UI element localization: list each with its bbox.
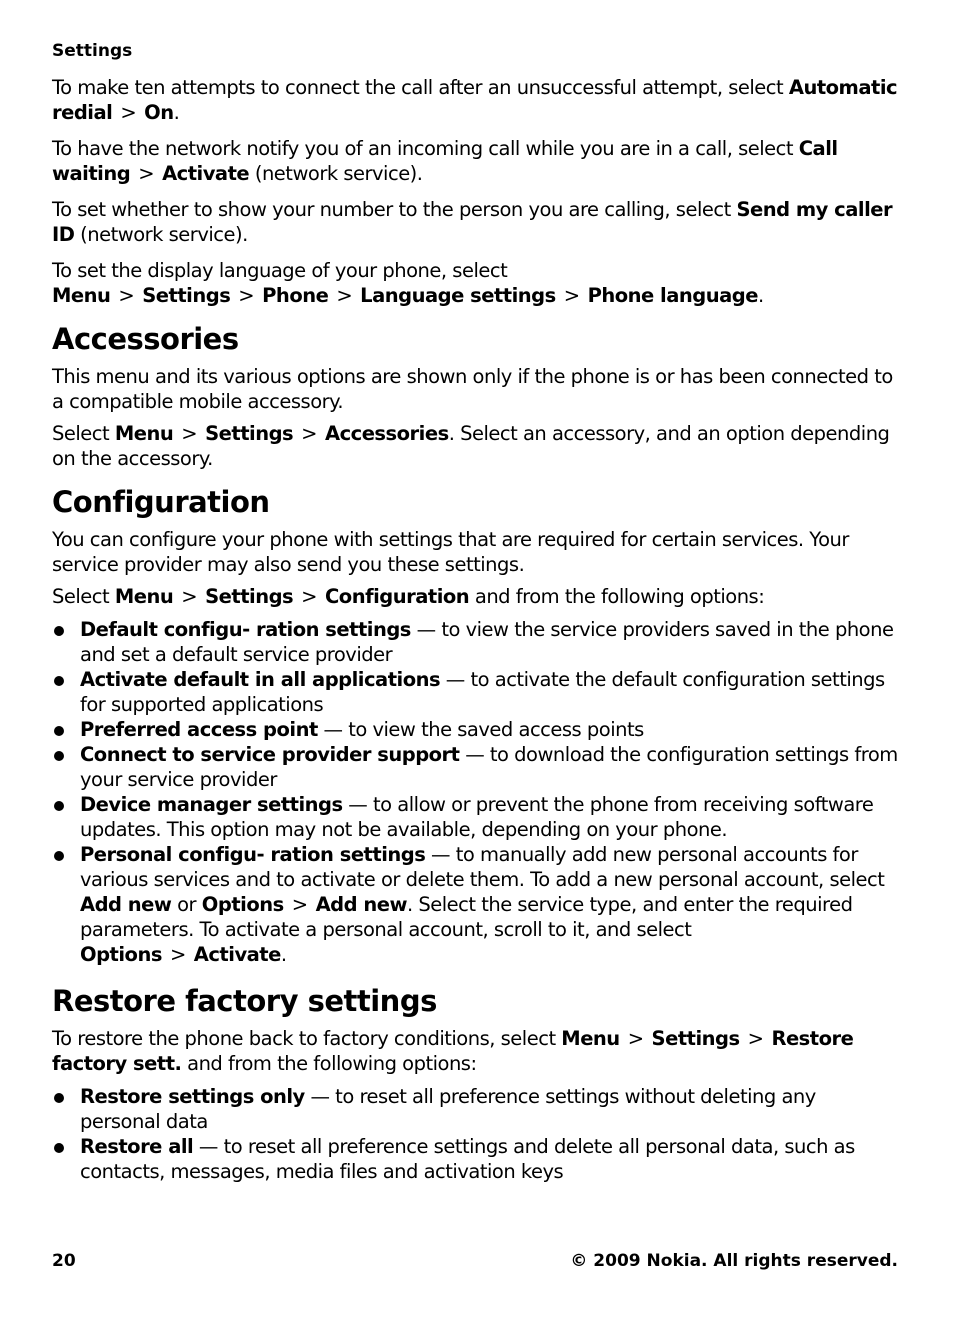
list-item	[52, 792, 898, 842]
menu-path-menu: Menu	[52, 284, 111, 307]
page-number: 20	[52, 1251, 76, 1271]
language-text: To set the display language of your phone, select	[52, 259, 508, 282]
list-item	[52, 742, 898, 792]
path-separator: >	[336, 284, 353, 307]
personal-end: .	[280, 943, 287, 966]
option-description: — to manually add new personal accounts for various services and to activate or delete them. To add a new personal account, select	[80, 843, 885, 891]
bullet-icon	[54, 676, 64, 686]
running-header: Settings	[52, 41, 133, 61]
configuration-select-paragraph	[52, 584, 898, 609]
copyright-notice: © 2009 Nokia. All rights reserved.	[570, 1251, 898, 1271]
list-item	[52, 667, 898, 717]
bullet-icon	[54, 751, 64, 761]
option-description: — to activate the default configuration settings for supported applications	[80, 668, 885, 716]
call-waiting-end: (network service).	[249, 162, 423, 185]
language-end: .	[757, 284, 764, 307]
path-separator: >	[301, 422, 317, 445]
or-text: or	[171, 893, 202, 916]
restore-heading: Restore factory settings	[52, 984, 437, 1018]
menu-path-configuration: Configuration	[325, 585, 470, 608]
configuration-options-list	[52, 617, 898, 967]
accessories-select-end: . Select an accessory, and an option depending on the accessory.	[52, 422, 890, 470]
path-separator: >	[181, 422, 198, 445]
path-separator: >	[291, 893, 308, 916]
on-menu-path: On	[144, 101, 174, 124]
list-item	[52, 1134, 898, 1184]
configuration-heading: Configuration	[52, 485, 270, 519]
option-term: Personal configu- ration settings	[80, 843, 426, 866]
path-separator: >	[181, 585, 198, 608]
option-description: — to view the saved access points	[317, 718, 644, 741]
path-separator: >	[301, 585, 317, 608]
redial-paragraph	[52, 75, 898, 125]
path-separator: >	[747, 1027, 764, 1050]
bullet-icon	[54, 1093, 64, 1103]
menu-path-accessories: Accessories	[325, 422, 449, 445]
option-description-continued: . Select the service type, and enter the required parameters. To activate a personal account, scroll to it, and select	[80, 893, 853, 941]
option-term: Restore all	[80, 1135, 194, 1158]
list-item	[52, 617, 898, 667]
option-term: Restore settings only	[80, 1085, 305, 1108]
menu-path-settings: Settings	[651, 1027, 740, 1050]
path-separator: >	[563, 284, 580, 307]
send-caller-id-menu-path: Send my caller ID	[52, 198, 893, 246]
caller-id-paragraph	[52, 197, 898, 247]
restore-intro-end: and from the following options:	[181, 1052, 477, 1075]
restore-intro-text: To restore the phone back to factory conditions, select	[52, 1027, 562, 1050]
list-item	[52, 1084, 898, 1134]
manual-page	[52, 0, 898, 1322]
select-text: Select	[52, 585, 115, 608]
options-menu-path: Options	[80, 943, 162, 966]
accessories-intro: This menu and its various options are shown only if the phone is or has been connected to a compatible mobile accessory.	[52, 365, 893, 413]
language-paragraph	[52, 258, 898, 308]
option-term: Connect to service provider support	[80, 743, 460, 766]
menu-path-phone: Phone	[262, 284, 329, 307]
menu-path-settings: Settings	[142, 284, 231, 307]
call-waiting-paragraph	[52, 136, 898, 186]
option-term: Device manager settings	[80, 793, 343, 816]
option-description: — to allow or prevent the phone from receiving software updates. This option may not be available, depending on your phone.	[80, 793, 874, 841]
bullet-icon	[54, 1143, 64, 1153]
path-separator: >	[118, 284, 135, 307]
activate-menu-path: Activate	[193, 943, 281, 966]
path-separator: >	[238, 284, 255, 307]
path-separator: >	[627, 1027, 644, 1050]
menu-path-menu: Menu	[561, 1027, 620, 1050]
bullet-icon	[54, 851, 64, 861]
bullet-icon	[54, 626, 64, 636]
caller-id-end: (network service).	[74, 223, 248, 246]
path-separator: >	[138, 162, 155, 185]
accessories-heading: Accessories	[52, 322, 239, 356]
accessories-select-paragraph	[52, 421, 898, 471]
restore-intro-paragraph	[52, 1026, 898, 1076]
options-menu-path: Options	[201, 893, 284, 916]
caller-id-text: To set whether to show your number to the person you are calling, select	[52, 198, 737, 221]
path-separator: >	[120, 101, 137, 124]
restore-options-list	[52, 1084, 898, 1184]
menu-path-settings: Settings	[205, 585, 294, 608]
menu-path-settings: Settings	[205, 422, 294, 445]
path-separator: >	[169, 943, 186, 966]
automatic-redial-menu-path: Automatic redial	[52, 76, 898, 124]
list-item	[52, 842, 898, 967]
call-waiting-menu-path: Call waiting	[52, 137, 838, 185]
add-new-menu-path: Add new	[315, 893, 407, 916]
option-description: — to reset all preference settings without deleting any personal data	[80, 1085, 816, 1133]
menu-path-language-settings: Language settings	[360, 284, 556, 307]
menu-path-restore-factory: Restore factory sett.	[52, 1027, 854, 1075]
redial-end: .	[173, 101, 180, 124]
menu-path-phone-language: Phone language	[587, 284, 758, 307]
menu-path-menu: Menu	[114, 585, 174, 608]
add-new-menu-path: Add new	[80, 893, 172, 916]
option-term: Activate default in all applications	[80, 668, 441, 691]
redial-text: To make ten attempts to connect the call after an unsuccessful attempt, select	[52, 76, 789, 99]
select-text: Select	[52, 422, 115, 445]
configuration-select-end: and from the following options:	[469, 585, 765, 608]
activate-menu-path: Activate	[162, 162, 250, 185]
option-description: — to reset all preference settings and delete all personal data, such as contacts, messages, media files and activation keys	[80, 1135, 855, 1183]
list-item	[52, 717, 898, 742]
option-term: Preferred access point	[80, 718, 318, 741]
bullet-icon	[54, 726, 64, 736]
bullet-icon	[54, 801, 64, 811]
option-term: Default configu- ration settings	[80, 618, 411, 641]
configuration-intro: You can configure your phone with settings that are required for certain services. Your service provider may also send you these settings.	[52, 528, 849, 576]
menu-path-menu: Menu	[114, 422, 174, 445]
call-waiting-text: To have the network notify you of an incoming call while you are in a call, select	[52, 137, 799, 160]
option-description: — to view the service providers saved in the phone and set a default service provider	[80, 618, 894, 666]
option-description: — to download the configuration settings from your service provider	[80, 743, 898, 791]
